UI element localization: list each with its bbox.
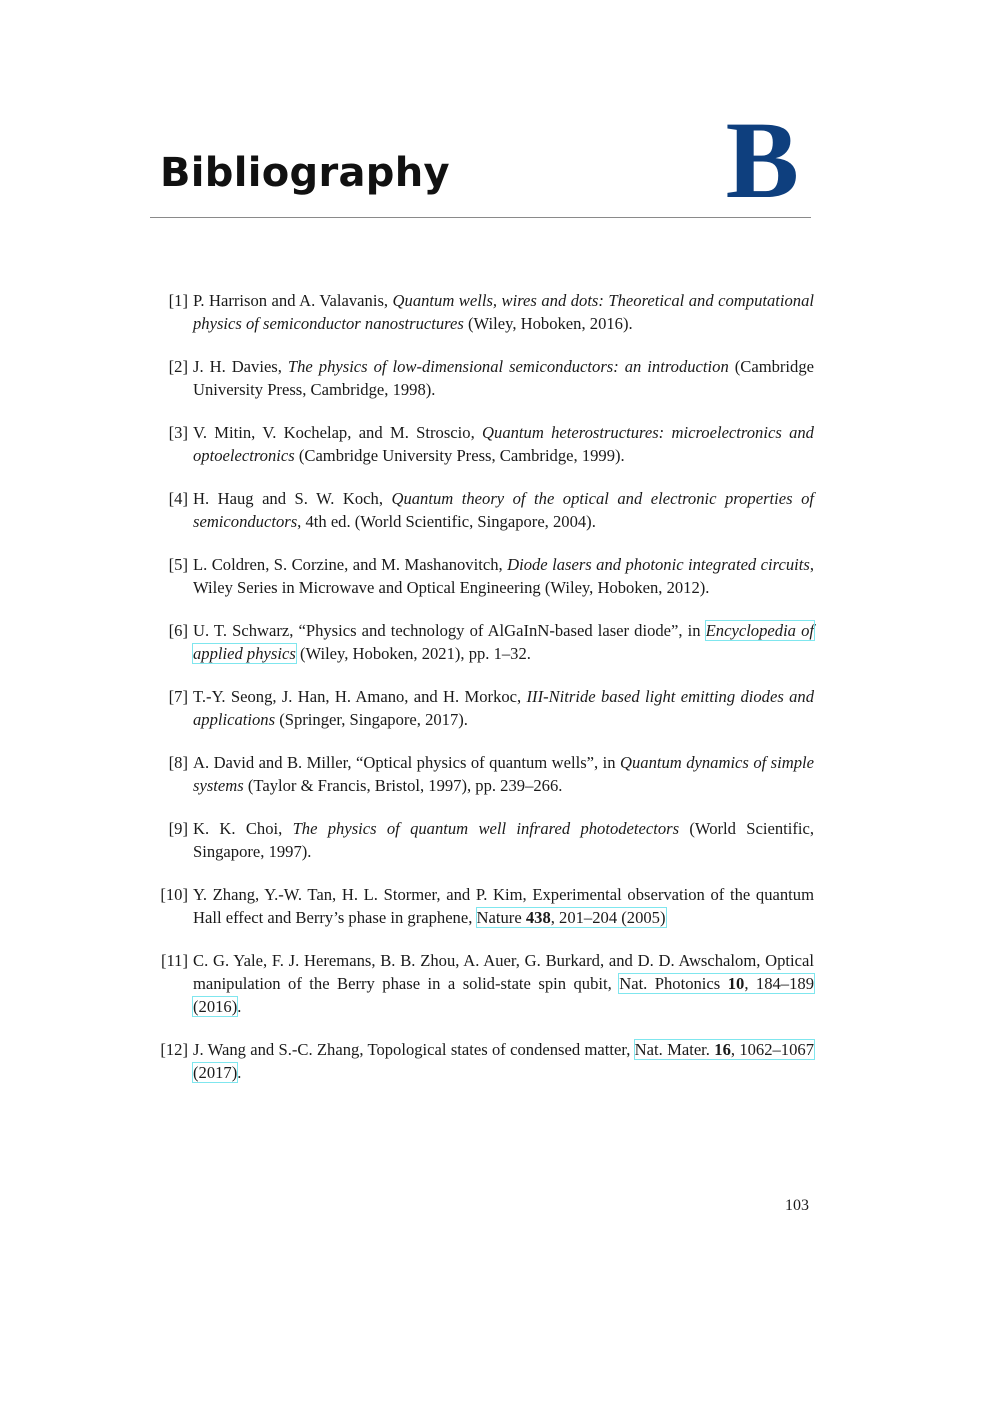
reference-6 xyxy=(150,619,814,665)
reference-8 xyxy=(150,751,814,797)
reference-authors: P. Harrison and A. Valavanis, xyxy=(193,291,389,310)
reference-publisher: (Cambridge University Press, Cambridge, 1998). xyxy=(193,357,814,399)
journal-link[interactable] xyxy=(477,908,666,927)
reference-title: The physics of low-dimensional semiconductors: an introduction xyxy=(287,357,729,376)
reference-number: [6] xyxy=(168,621,188,640)
reference-authors: H. Haug and S. W. Koch, xyxy=(193,489,383,508)
journal-name: Nat. Photonics xyxy=(619,974,721,993)
reference-authors: A. David and B. Miller, “Optical physics of quantum wells”, in xyxy=(193,753,616,772)
reference-authors: C. G. Yale, F. J. Heremans, B. B. Zhou, A. Auer, G. Burkard, and D. D. Awschalom, xyxy=(193,951,761,970)
reference-10 xyxy=(150,883,814,929)
chapter-header xyxy=(150,99,811,221)
reference-authors: V. Mitin, V. Kochelap, and M. Stroscio, xyxy=(193,423,475,442)
reference-authors: K. K. Choi, xyxy=(193,819,283,838)
journal-volume: 10 xyxy=(727,974,745,993)
reference-number: [2] xyxy=(168,357,188,376)
reference-authors: J. Wang and S.-C. Zhang, xyxy=(193,1040,364,1059)
reference-number: [7] xyxy=(168,687,188,706)
reference-number: [4] xyxy=(168,489,188,508)
reference-number: [5] xyxy=(168,555,188,574)
reference-publisher: , 4th ed. (World Scientific, Singapore, 2004). xyxy=(297,512,596,531)
reference-publisher: (World Scientific, Singapore, 1997). xyxy=(193,819,814,861)
reference-9 xyxy=(150,817,814,863)
reference-number: [10] xyxy=(160,885,188,904)
reference-publisher: (Springer, Singapore, 2017). xyxy=(279,710,468,729)
reference-title: Quantum dynamics of simple systems xyxy=(193,753,814,795)
journal-pages: , 184–189 (2016) xyxy=(193,974,814,1016)
reference-2 xyxy=(150,355,814,401)
reference-5 xyxy=(150,553,814,599)
chapter-letter: B xyxy=(725,99,799,221)
reference-authors: L. Coldren, S. Corzine, and M. Mashanovitch, xyxy=(193,555,503,574)
reference-publisher: (Taylor & Francis, Bristol, 1997), pp. 239–266. xyxy=(247,776,563,795)
reference-publisher: , Wiley Series in Microwave and Optical Engineering (Wiley, Hoboken, 2012). xyxy=(193,555,814,597)
bibliography-list xyxy=(150,289,814,1104)
reference-number: [12] xyxy=(160,1040,188,1059)
reference-title: III-Nitride based light emitting diodes and applications xyxy=(193,687,814,729)
reference-end: . xyxy=(237,1063,242,1082)
reference-article-title: Topological states of condensed matter, xyxy=(367,1040,631,1059)
page-number: 103 xyxy=(785,1197,809,1214)
reference-publisher: (Wiley, Hoboken, 2016). xyxy=(468,314,633,333)
reference-authors: J. H. Davies, xyxy=(193,357,282,376)
journal-name: Nat. Mater. xyxy=(634,1040,710,1059)
reference-3 xyxy=(150,421,814,467)
reference-title: Diode lasers and photonic integrated circuits xyxy=(507,555,810,574)
reference-authors: Y. Zhang, Y.-W. Tan, H. L. Stormer, and P. Kim, xyxy=(193,885,527,904)
reference-number: [8] xyxy=(168,753,188,772)
reference-article-title: Experimental observation of the quantum Hall effect and Berry’s phase in graphene, xyxy=(193,885,814,927)
chapter-title: Bibliography xyxy=(160,150,450,196)
journal-name: Nature xyxy=(476,908,522,927)
reference-number: [1] xyxy=(168,291,188,310)
reference-title: Quantum theory of the optical and electronic properties of semiconductors xyxy=(193,489,815,531)
reference-12 xyxy=(150,1038,814,1084)
journal-volume: 438 xyxy=(525,908,551,927)
reference-title: Quantum wells, wires and dots: Theoretical and computational physics of semiconductor nanostructures xyxy=(193,291,814,333)
reference-authors: U. T. Schwarz, “Physics and technology of AlGaInN-based laser diode”, in xyxy=(193,621,701,640)
reference-number: [3] xyxy=(168,423,188,442)
reference-title: The physics of quantum well infrared photodetectors xyxy=(292,819,680,838)
reference-11 xyxy=(150,949,814,1018)
journal-pages: , 1062–1067 (2017) xyxy=(193,1040,814,1082)
reference-number: [9] xyxy=(168,819,188,838)
reference-end: . xyxy=(237,997,242,1016)
reference-4 xyxy=(150,487,814,533)
reference-1 xyxy=(150,289,814,335)
reference-authors: T.-Y. Seong, J. Han, H. Amano, and H. Morkoc, xyxy=(193,687,522,706)
reference-article-title: Optical manipulation of the Berry phase in a solid-state spin qubit, xyxy=(193,951,814,993)
journal-pages: , 201–204 (2005) xyxy=(550,908,666,927)
reference-publisher: (Wiley, Hoboken, 2021), pp. 1–32. xyxy=(299,644,531,663)
reference-7 xyxy=(150,685,814,731)
reference-publisher: (Cambridge University Press, Cambridge, 1999). xyxy=(298,446,625,465)
reference-title: Quantum heterostructures: microelectronics and optoelectronics xyxy=(193,423,814,465)
reference-title-link[interactable]: Encyclopedia of applied physics xyxy=(193,621,814,663)
journal-volume: 16 xyxy=(714,1040,731,1059)
reference-number: [11] xyxy=(160,951,188,970)
